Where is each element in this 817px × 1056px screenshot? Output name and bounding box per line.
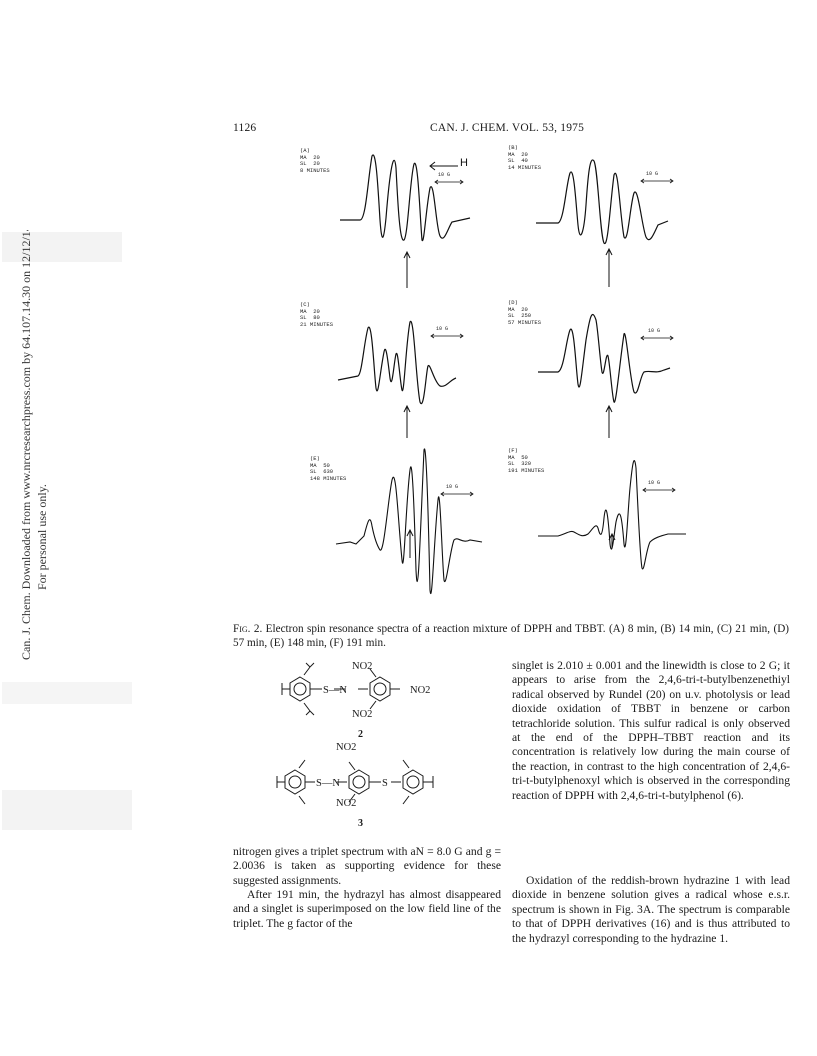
- left-paragraph-1: nitrogen gives a triplet spectrum with aN = 8.0 G and g = 2.0036 is taken as supporting evidence for these suggested assignments.: [233, 845, 501, 887]
- spectrum-e-trace: [300, 440, 500, 615]
- structure-2-linker: S—N: [323, 685, 347, 696]
- left-paragraph-2: After 191 min, the hydrazyl has almost disappeared and a singlet is superimposed on the low field line of the triplet. The g factor of the: [233, 888, 501, 930]
- scale-bar-a: [434, 178, 464, 186]
- scale-bar-a-label: 10 G: [438, 172, 451, 178]
- spectrum-f-trace: [508, 448, 698, 598]
- caption-text: Electron spin resonance spectra of a reaction mixture of DPPH and TBBT. (A) 8 min, (B) 14 min, (C) 21 min, (D) 57 min, (E) 148 min, (F) 191 min.: [233, 623, 790, 649]
- panel-e: [300, 440, 480, 600]
- structure-3-no2-bottom: NO2: [336, 798, 357, 809]
- structure-2-number: 2: [358, 729, 363, 740]
- panel-a-meta: (A) MA 20 SL 20 8 MINUTES: [300, 147, 330, 174]
- scale-bar-b: [640, 177, 674, 185]
- panel-f-meta: (F) MA 50 SL 320 191 MINUTES: [508, 447, 545, 474]
- running-head: CAN. J. CHEM. VOL. 53, 1975: [430, 122, 585, 134]
- scale-bar-e-label: 10 G: [446, 484, 459, 490]
- spectrum-c-trace: [300, 302, 480, 452]
- panel-d: [508, 300, 688, 460]
- structure-3-linker-left: S—N: [316, 778, 340, 789]
- structure-3-no2-top: NO2: [336, 742, 357, 753]
- structure-2-no2-top: NO2: [352, 661, 373, 672]
- panel-d-meta: (D) MA 20 SL 250 57 MINUTES: [508, 299, 542, 326]
- page-number: 1126: [233, 122, 257, 134]
- scale-bar-b-label: 10 G: [646, 171, 659, 177]
- scale-bar-e: [440, 490, 474, 498]
- scale-bar-d: [640, 334, 674, 342]
- watermark-line-2: For personal use only.: [35, 484, 49, 590]
- structure-2-no2-right: NO2: [410, 685, 431, 696]
- panel-f: [508, 448, 688, 608]
- structure-3-number: 3: [358, 818, 363, 829]
- field-direction-label: H: [460, 157, 468, 169]
- download-watermark: [18, 230, 54, 660]
- right-paragraph-1: singlet is 2.010 ± 0.001 and the linewidth is close to 2 G; it appears to arise from the 2,4,6-tri-t-butylbenzenethiyl radical observed by Rundel (20) on u.v. photolysis or lead dioxide oxidation of TBBT in benzene or carbon tetrachloride solution. This sulfur radical is only observed at the end of the DPPH–TBBT reaction and its concentration is relatively low during the main course of the reaction, in contrast to the high concentration of 2,4,6-tri-t-butylphenoxyl which is observed in the corresponding reaction of DPPH with 2,4,6-tri-t-butylphenol (6).: [512, 659, 790, 802]
- spectrum-b-trace: [508, 145, 688, 295]
- scale-bar-c-label: 10 G: [436, 326, 449, 332]
- panel-a: [300, 148, 480, 308]
- panel-b-meta: (B) MA 20 SL 40 14 MINUTES: [508, 144, 542, 171]
- panel-c-meta: (C) MA 20 SL 80 21 MINUTES: [300, 301, 334, 328]
- structure-2: [250, 655, 500, 745]
- scale-bar-f: [642, 486, 676, 494]
- caption-lead: Fig. 2.: [233, 623, 263, 635]
- scale-bar-f-label: 10 G: [648, 480, 661, 486]
- right-paragraph-2: Oxidation of the reddish-brown hydrazine 1 with lead dioxide in benzene solution gives a radical whose e.s.r. spectrum is shown in Fig. 3A. The spectrum is comparable to that of DPPH derivatives (16) and is thus attributed to the hydrazyl corresponding to the hydrazine 1.: [512, 874, 790, 945]
- spectrum-d-trace: [508, 300, 688, 450]
- panel-b: [508, 145, 688, 305]
- scale-bar-d-label: 10 G: [648, 328, 661, 334]
- structure-3-linker-right: S: [382, 778, 388, 789]
- figure-caption: [233, 622, 789, 650]
- watermark-line-1: Can. J. Chem. Downloaded from www.nrcresearchpress.com by 64.107.14.30 on 12/12/14: [19, 230, 33, 660]
- scale-bar-c: [430, 332, 464, 340]
- structure-3: [245, 752, 505, 812]
- panel-e-meta: (E) MA 50 SL 630 148 MINUTES: [310, 455, 347, 482]
- panel-c: [300, 302, 480, 462]
- structure-2-no2-bottom: NO2: [352, 709, 373, 720]
